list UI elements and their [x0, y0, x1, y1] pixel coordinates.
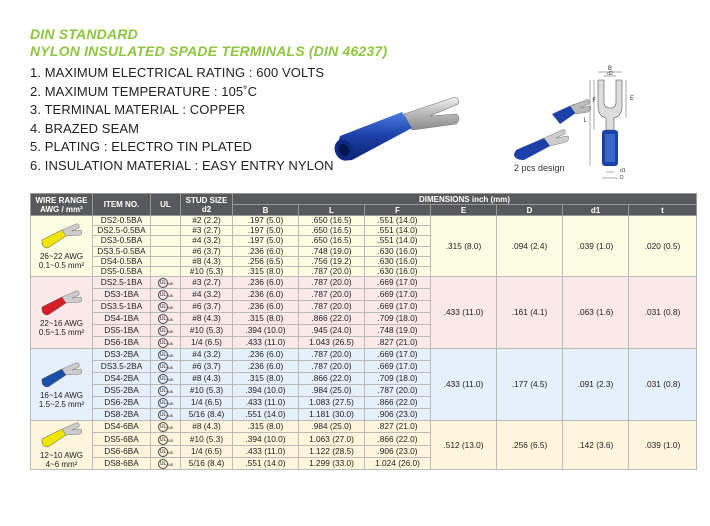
dim-b-cell: .236 (6.0) — [233, 361, 299, 373]
item-no-cell: DS5-1BA — [93, 325, 151, 337]
stud-size-cell: #6 (3.7) — [181, 301, 233, 313]
dim-f-cell: .630 (16.0) — [365, 266, 431, 276]
header-wire-range: WIRE RANGE AWG / mm² — [31, 194, 93, 216]
stud-size-cell: 5/16 (8.4) — [181, 457, 233, 469]
terminal-color-icon — [40, 421, 84, 449]
ul-mark-icon: UL — [159, 412, 167, 419]
dim-l-cell: .756 (19.2) — [299, 256, 365, 266]
ul-cell — [151, 266, 181, 276]
dim-b-cell: .394 (10.0) — [233, 325, 299, 337]
dim-f-cell: .906 (23.0) — [365, 445, 431, 457]
item-no-cell: DS3-0.5BA — [93, 236, 151, 246]
ul-mark-icon: UL — [159, 280, 167, 287]
ul-cell — [151, 301, 181, 313]
dim-t-cell: .039 (1.0) — [629, 421, 697, 470]
header-col-f: F — [365, 205, 431, 216]
wire-range-cell — [31, 277, 93, 349]
ul-cell — [151, 373, 181, 385]
stud-size-cell: #4 (3.2) — [181, 236, 233, 246]
title-din-standard: DIN STANDARD — [30, 26, 138, 42]
item-no-cell: DS2-0.5BA — [93, 216, 151, 226]
stud-size-cell: #6 (3.7) — [181, 361, 233, 373]
dim-f-cell: .669 (17.0) — [365, 289, 431, 301]
dim-d-cell: .177 (4.5) — [497, 349, 563, 421]
header-stud-size: STUD SIZE d2 — [181, 194, 233, 216]
label-e: E — [630, 96, 635, 102]
ul-mark-icon: UL — [159, 328, 167, 335]
header-col-d: D — [497, 205, 563, 216]
table-row — [31, 349, 697, 361]
dim-l-cell: 1.083 (27.5) — [299, 397, 365, 409]
header-ul: UL — [151, 194, 181, 216]
ul-us-suffix: us — [168, 413, 173, 419]
spec-table — [30, 193, 697, 470]
dim-l-cell: .866 (22.0) — [299, 313, 365, 325]
ul-cell — [151, 397, 181, 409]
ul-mark-icon: UL — [159, 304, 167, 311]
ul-us-suffix: us — [168, 341, 173, 347]
dim-f-cell: .748 (19.0) — [365, 325, 431, 337]
ul-cell — [151, 226, 181, 236]
ul-cell — [151, 216, 181, 226]
stud-size-cell: #10 (5.3) — [181, 325, 233, 337]
ul-us-suffix: us — [168, 281, 173, 287]
stud-size-cell: 1/4 (6.5) — [181, 445, 233, 457]
spade-terminal-photo — [332, 84, 462, 169]
ul-us-suffix: us — [168, 377, 173, 383]
dim-d1-cell: .039 (1.0) — [563, 216, 629, 277]
stud-size-cell: #8 (4.3) — [181, 421, 233, 433]
item-no-cell: DS3.5-0.5BA — [93, 246, 151, 256]
wire-range-cell — [31, 349, 93, 421]
dim-l-cell: 1.181 (30.0) — [299, 409, 365, 421]
table-row — [31, 277, 697, 289]
dim-f-cell: .551 (14.0) — [365, 216, 431, 226]
ul-us-suffix: us — [168, 437, 173, 443]
spec-list — [30, 64, 334, 176]
label-f: F — [592, 98, 596, 104]
dim-f-cell: .669 (17.0) — [365, 361, 431, 373]
stud-size-cell: #8 (4.3) — [181, 256, 233, 266]
ul-mark-icon: UL — [159, 292, 167, 299]
dim-f-cell: .866 (22.0) — [365, 397, 431, 409]
item-no-cell: DS4-2BA — [93, 373, 151, 385]
two-pcs-caption: 2 pcs design — [514, 163, 565, 173]
stud-size-cell: #8 (4.3) — [181, 373, 233, 385]
stud-size-cell: #4 (3.2) — [181, 289, 233, 301]
dim-b-cell: .236 (6.0) — [233, 289, 299, 301]
dim-l-cell: 1.043 (26.5) — [299, 337, 365, 349]
dim-f-cell: .669 (17.0) — [365, 349, 431, 361]
dim-f-cell: .709 (18.0) — [365, 313, 431, 325]
dim-b-cell: .236 (6.0) — [233, 246, 299, 256]
ul-cell — [151, 361, 181, 373]
dim-d-cell: .094 (2.4) — [497, 216, 563, 277]
dim-b-cell: .551 (14.0) — [233, 457, 299, 469]
ul-mark-icon: UL — [159, 340, 167, 347]
ul-mark-icon: UL — [159, 352, 167, 359]
ul-cell — [151, 349, 181, 361]
dim-e-cell: .433 (11.0) — [431, 349, 497, 421]
stud-size-cell: #3 (2.7) — [181, 277, 233, 289]
dim-e-cell: .512 (13.0) — [431, 421, 497, 470]
stud-size-cell: #2 (2.2) — [181, 216, 233, 226]
item-no-cell: DS6-6BA — [93, 445, 151, 457]
dim-b-cell: .315 (8.0) — [233, 266, 299, 276]
ul-cell — [151, 256, 181, 266]
mm-range: 4~6 mm² — [45, 460, 78, 470]
ul-us-suffix: us — [168, 365, 173, 371]
header-col-b: B — [233, 205, 299, 216]
dim-b-cell: .433 (11.0) — [233, 445, 299, 457]
item-no-cell: DS5-6BA — [93, 433, 151, 445]
dim-b-cell: .433 (11.0) — [233, 337, 299, 349]
header-col-e: E — [431, 205, 497, 216]
ul-cell — [151, 277, 181, 289]
dim-b-cell: .433 (11.0) — [233, 397, 299, 409]
dim-d1-cell: .063 (1.6) — [563, 277, 629, 349]
ul-mark-icon: UL — [159, 400, 167, 407]
stud-size-cell: #4 (3.2) — [181, 349, 233, 361]
dim-f-cell: 1.024 (26.0) — [365, 457, 431, 469]
dim-f-cell: .669 (17.0) — [365, 301, 431, 313]
item-no-cell: DS6-2BA — [93, 397, 151, 409]
dim-b-cell: .197 (5.0) — [233, 226, 299, 236]
stud-size-cell: #10 (5.3) — [181, 385, 233, 397]
ul-mark-icon: UL — [159, 388, 167, 395]
dim-f-cell: .630 (16.0) — [365, 246, 431, 256]
mm-range: 0.1~0.5 mm² — [38, 261, 85, 271]
ul-mark-icon: UL — [159, 376, 167, 383]
dim-l-cell: .650 (16.5) — [299, 226, 365, 236]
header-col-t: t — [629, 205, 697, 216]
awg-range: 22~16 AWG — [39, 318, 84, 328]
ul-us-suffix: us — [168, 389, 173, 395]
dim-b-cell: .551 (14.0) — [233, 409, 299, 421]
terminal-color-icon — [40, 222, 84, 250]
dim-l-cell: .787 (20.0) — [299, 361, 365, 373]
item-no-cell: DS4-0.5BA — [93, 256, 151, 266]
spec-item: 4. BRAZED SEAM — [30, 120, 140, 136]
item-no-cell: DS3.5-2BA — [93, 361, 151, 373]
header-col-d1: d1 — [563, 205, 629, 216]
item-no-cell: DS6-1BA — [93, 337, 151, 349]
ul-cell — [151, 236, 181, 246]
item-no-cell: DS5-0.5BA — [93, 266, 151, 276]
header-item-no: ITEM NO. — [93, 194, 151, 216]
dim-b-cell: .197 (5.0) — [233, 216, 299, 226]
dim-t-cell: .031 (0.8) — [629, 277, 697, 349]
stud-size-cell: 5/16 (8.4) — [181, 409, 233, 421]
ul-mark-icon: UL — [159, 424, 167, 431]
stud-size-cell: #10 (5.3) — [181, 433, 233, 445]
dim-l-cell: .984 (25.0) — [299, 421, 365, 433]
item-no-cell: DS3-1BA — [93, 289, 151, 301]
dim-l-cell: 1.063 (27.0) — [299, 433, 365, 445]
dim-f-cell: .866 (22.0) — [365, 433, 431, 445]
item-no-cell: DS3.5-1BA — [93, 301, 151, 313]
spec-item: 1. MAXIMUM ELECTRICAL RATING : 600 VOLTS — [30, 65, 325, 80]
ul-cell — [151, 385, 181, 397]
title-product-name: NYLON INSULATED SPADE TERMINALS (DIN 46237) — [30, 43, 388, 59]
stud-size-cell: #8 (4.3) — [181, 313, 233, 325]
spec-item: 5. PLATING : ELECTRO TIN PLATED — [30, 139, 252, 155]
spec-item: 2. MAXIMUM TEMPERATURE : 105˚C — [30, 83, 258, 99]
dim-d-cell: .256 (6.5) — [497, 421, 563, 470]
spec-item: 6. INSULATION MATERIAL : EASY ENTRY NYLON — [30, 157, 334, 173]
header-dimensions: DIMENSIONS inch (mm) — [233, 194, 697, 205]
label-d1: d1 — [620, 168, 626, 174]
header-col-l: L — [299, 205, 365, 216]
dim-l-cell: .650 (16.5) — [299, 236, 365, 246]
terminal-color-icon — [40, 361, 84, 389]
awg-range: 26~22 AWG — [39, 252, 84, 262]
ul-cell — [151, 457, 181, 469]
stud-size-cell: #6 (3.7) — [181, 246, 233, 256]
dim-t-cell: .031 (0.8) — [629, 349, 697, 421]
label-l: L — [583, 118, 587, 124]
dim-b-cell: .394 (10.0) — [233, 385, 299, 397]
dim-l-cell: .650 (16.5) — [299, 216, 365, 226]
dim-l-cell: .984 (25.0) — [299, 385, 365, 397]
ul-us-suffix: us — [168, 449, 173, 455]
dim-d1-cell: .142 (3.6) — [563, 421, 629, 470]
ul-us-suffix: us — [168, 317, 173, 323]
awg-range: 12~10 AWG — [39, 451, 84, 461]
dim-b-cell: .256 (6.5) — [233, 256, 299, 266]
dim-f-cell: .669 (17.0) — [365, 277, 431, 289]
ul-cell — [151, 325, 181, 337]
ul-us-suffix: us — [168, 305, 173, 311]
dim-l-cell: 1.122 (28.5) — [299, 445, 365, 457]
item-no-cell: DS2.5-1BA — [93, 277, 151, 289]
item-no-cell: DS5-2BA — [93, 385, 151, 397]
dim-f-cell: .551 (14.0) — [365, 236, 431, 246]
ul-mark-icon: UL — [159, 448, 167, 455]
dim-b-cell: .236 (6.0) — [233, 301, 299, 313]
dim-b-cell: .315 (8.0) — [233, 373, 299, 385]
dim-b-cell: .197 (5.0) — [233, 236, 299, 246]
ul-us-suffix: us — [168, 353, 173, 359]
ul-us-suffix: us — [168, 462, 173, 467]
dim-l-cell: .945 (24.0) — [299, 325, 365, 337]
dim-l-cell: .748 (19.0) — [299, 246, 365, 256]
ul-mark-icon: UL — [159, 364, 167, 371]
dim-l-cell: 1.299 (33.0) — [299, 457, 365, 469]
label-d2: d2 — [607, 71, 613, 77]
dim-f-cell: .827 (21.0) — [365, 421, 431, 433]
table-row — [31, 216, 697, 226]
item-no-cell: DS8-6BA — [93, 457, 151, 469]
ul-us-suffix: us — [168, 293, 173, 299]
terminal-color-icon — [40, 289, 84, 317]
wire-range-cell — [31, 421, 93, 470]
dim-d-cell: .161 (4.1) — [497, 277, 563, 349]
item-no-cell: DS2.5-0.5BA — [93, 226, 151, 236]
stud-size-cell: #3 (2.7) — [181, 226, 233, 236]
mm-range: 1.5~2.5 mm² — [38, 399, 85, 409]
ul-mark-icon: UL — [159, 436, 167, 443]
item-no-cell: DS4-6BA — [93, 421, 151, 433]
dim-b-cell: .394 (10.0) — [233, 433, 299, 445]
ul-cell — [151, 445, 181, 457]
dim-f-cell: .709 (18.0) — [365, 373, 431, 385]
stud-size-cell: 1/4 (6.5) — [181, 397, 233, 409]
dim-f-cell: .551 (14.0) — [365, 226, 431, 236]
wire-range-cell — [31, 216, 93, 277]
item-no-cell: DS3-2BA — [93, 349, 151, 361]
ul-cell — [151, 337, 181, 349]
item-no-cell: DS4-1BA — [93, 313, 151, 325]
dim-f-cell: .630 (16.0) — [365, 256, 431, 266]
item-no-cell: DS8-2BA — [93, 409, 151, 421]
ul-mark-icon: UL — [159, 461, 167, 467]
ul-cell — [151, 433, 181, 445]
table-row — [31, 421, 697, 433]
dim-b-cell: .236 (6.0) — [233, 277, 299, 289]
ul-mark-icon: UL — [159, 316, 167, 323]
dim-b-cell: .315 (8.0) — [233, 313, 299, 325]
dim-l-cell: .787 (20.0) — [299, 289, 365, 301]
dim-e-cell: .433 (11.0) — [431, 277, 497, 349]
dim-l-cell: .787 (20.0) — [299, 277, 365, 289]
dim-l-cell: .787 (20.0) — [299, 301, 365, 313]
dim-l-cell: .866 (22.0) — [299, 373, 365, 385]
label-d: D — [620, 175, 624, 181]
ul-cell — [151, 421, 181, 433]
dim-b-cell: .236 (6.0) — [233, 349, 299, 361]
awg-range: 16~14 AWG — [39, 390, 84, 400]
dim-f-cell: .787 (20.0) — [365, 385, 431, 397]
ul-cell — [151, 246, 181, 256]
stud-size-cell: 1/4 (6.5) — [181, 337, 233, 349]
ul-us-suffix: us — [168, 425, 173, 431]
ul-cell — [151, 289, 181, 301]
ul-us-suffix: us — [168, 401, 173, 407]
dim-l-cell: .787 (20.0) — [299, 266, 365, 276]
label-b: B — [607, 66, 613, 72]
dim-f-cell: .906 (23.0) — [365, 409, 431, 421]
dim-t-cell: .020 (0.5) — [629, 216, 697, 277]
spec-table-body — [31, 216, 697, 470]
ul-cell — [151, 313, 181, 325]
mm-range: 0.5~1.5 mm² — [38, 327, 85, 337]
dim-e-cell: .315 (8.0) — [431, 216, 497, 277]
dim-d1-cell: .091 (2.3) — [563, 349, 629, 421]
dim-l-cell: .787 (20.0) — [299, 349, 365, 361]
ul-cell — [151, 409, 181, 421]
stud-size-cell: #10 (5.3) — [181, 266, 233, 276]
spec-item: 3. TERMINAL MATERIAL : COPPER — [30, 102, 246, 118]
dim-b-cell: .315 (8.0) — [233, 421, 299, 433]
dim-f-cell: .827 (21.0) — [365, 337, 431, 349]
ul-us-suffix: us — [168, 329, 173, 335]
